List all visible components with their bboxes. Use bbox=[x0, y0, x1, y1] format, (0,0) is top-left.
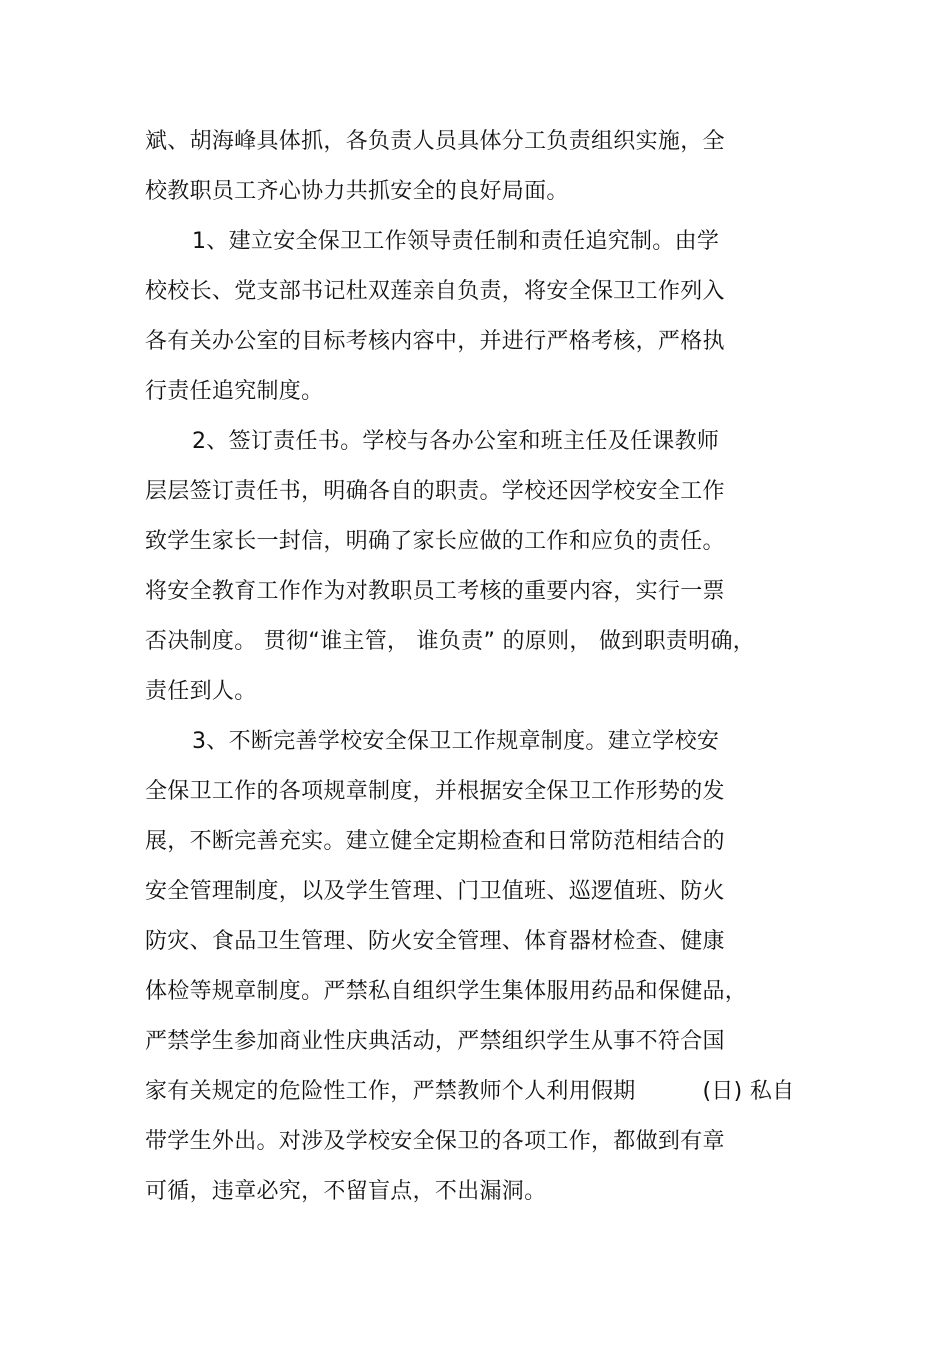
paragraph-3-heading-line: 3、不断完善学校安全保卫工作规章制度。建立学校安 bbox=[192, 729, 720, 754]
text-line: 校教职员工齐心协力共抓安全的良好局面。 bbox=[145, 179, 569, 204]
text-line: 行责任追究制度。 bbox=[145, 379, 324, 404]
text-line: 将安全教育工作作为对教职员工考核的重要内容，实行一票 bbox=[145, 579, 725, 604]
text-line: 层层签订责任书，明确各自的职责。学校还因学校安全工作 bbox=[145, 479, 725, 504]
text-line: 全保卫工作的各项规章制度，并根据安全保卫工作形势的发 bbox=[145, 779, 725, 804]
text-line: 责任到人。 bbox=[145, 679, 257, 704]
text-line: 安全管理制度，以及学生管理、门卫值班、巡逻值班、防火 bbox=[145, 879, 725, 904]
text-line: 带学生外出。对涉及学校安全保卫的各项工作，都做到有章 bbox=[145, 1129, 725, 1154]
text-line: 否决制度。 贯彻“谁主管， 谁负责” 的原则， 做到职责明确， bbox=[145, 629, 756, 654]
text-line: 家有关规定的危险性工作，严禁教师个人利用假期 (日) 私自 bbox=[145, 1079, 795, 1104]
text-line: 防灾、食品卫生管理、防火安全管理、体育器材检查、健康 bbox=[145, 929, 725, 954]
text-line: 可循，违章必究，不留盲点，不出漏洞。 bbox=[145, 1179, 547, 1204]
text-line: 体检等规章制度。严禁私自组织学生集体服用药品和保健品， bbox=[145, 979, 748, 1004]
text-line: 斌、胡海峰具体抓，各负责人员具体分工负责组织实施，全 bbox=[145, 129, 725, 154]
paragraph-1-heading-line: 1、建立安全保卫工作领导责任制和责任追究制。由学 bbox=[192, 229, 720, 254]
text-line: 展，不断完善充实。建立健全定期检查和日常防范相结合的 bbox=[145, 829, 725, 854]
text-line: 校校长、党支部书记杜双莲亲自负责，将安全保卫工作列入 bbox=[145, 279, 725, 304]
text-line: 各有关办公室的目标考核内容中，并进行严格考核，严格执 bbox=[145, 329, 725, 354]
paragraph-2-heading-line: 2、签订责任书。学校与各办公室和班主任及任课教师 bbox=[192, 429, 720, 454]
text-line: 严禁学生参加商业性庆典活动，严禁组织学生从事不符合国 bbox=[145, 1029, 725, 1054]
text-line: 致学生家长一封信，明确了家长应做的工作和应负的责任。 bbox=[145, 529, 725, 554]
